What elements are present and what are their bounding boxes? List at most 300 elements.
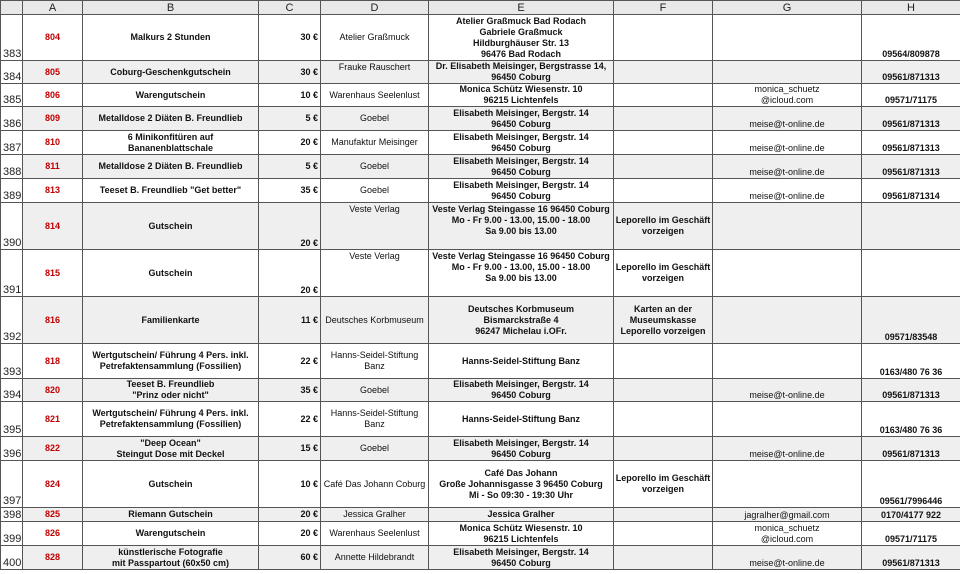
cell-email-text: monica_schuetz @icloud.com — [754, 84, 820, 105]
cell-donor[interactable] — [321, 379, 429, 402]
cell-price[interactable] — [259, 297, 321, 344]
cell-id[interactable] — [23, 402, 83, 437]
cell-address-text: Elisabeth Meisinger, Bergstr. 14 96450 Coburg — [453, 547, 589, 568]
cell-id-text: 818 — [44, 355, 61, 366]
cell-address[interactable] — [429, 437, 614, 461]
cell-address-text: Elisabeth Meisinger, Bergstr. 14 96450 Coburg — [453, 438, 589, 459]
row-number-text: 388 — [3, 166, 22, 178]
cell-address[interactable] — [429, 379, 614, 402]
cell-price[interactable] — [259, 203, 321, 250]
cell-phone-text: 0163/480 76 36 — [879, 425, 943, 435]
cell-email[interactable] — [713, 402, 862, 437]
cell-price[interactable] — [259, 131, 321, 155]
cell-address[interactable] — [429, 15, 614, 61]
cell-id[interactable] — [23, 508, 83, 522]
cell-donor-text: Goebel — [359, 161, 390, 171]
table-row — [1, 84, 960, 107]
cell-phone[interactable] — [862, 437, 960, 461]
row-number[interactable] — [1, 107, 23, 131]
cell-phone[interactable] — [862, 84, 960, 107]
cell-id[interactable] — [23, 203, 83, 250]
cell-note[interactable] — [614, 15, 713, 61]
table-row — [1, 344, 960, 379]
cell-item[interactable] — [83, 508, 259, 522]
cell-note[interactable] — [614, 179, 713, 203]
cell-address[interactable] — [429, 131, 614, 155]
cell-phone-text: 09561/871313 — [882, 72, 940, 82]
cell-item[interactable] — [83, 379, 259, 402]
cell-phone[interactable] — [862, 179, 960, 203]
cell-item-text: "Deep Ocean" Steingut Dose mit Deckel — [116, 437, 225, 459]
row-number[interactable] — [1, 437, 23, 461]
cell-address-text: Elisabeth Meisinger, Bergstr. 14 96450 Coburg — [453, 156, 589, 177]
cell-donor-text: Goebel — [359, 384, 390, 395]
cell-donor[interactable] — [321, 461, 429, 508]
cell-id-text: 824 — [44, 478, 61, 489]
cell-note-text: Karten an der Museumskasse Leporello vorzeigen — [620, 303, 706, 336]
cell-email[interactable] — [713, 437, 862, 461]
cell-item[interactable] — [83, 461, 259, 508]
row-number[interactable] — [1, 203, 23, 250]
table-row — [1, 131, 960, 155]
column-header-h[interactable]: H — [862, 1, 960, 15]
cell-price[interactable] — [259, 379, 321, 402]
cell-address-text: Hanns-Seidel-Stiftung Banz — [461, 413, 580, 424]
cell-id[interactable] — [23, 250, 83, 297]
cell-donor-text: Manufaktur Meisinger — [331, 137, 418, 147]
cell-donor[interactable] — [321, 179, 429, 203]
cell-email[interactable] — [713, 250, 862, 297]
cell-price[interactable] — [259, 107, 321, 131]
column-header-b[interactable]: B — [83, 1, 259, 15]
cell-id[interactable] — [23, 297, 83, 344]
cell-id[interactable] — [23, 15, 83, 61]
cell-price[interactable] — [259, 522, 321, 546]
row-number-text: 395 — [3, 424, 22, 436]
cell-address[interactable] — [429, 508, 614, 522]
cell-item-text: künstlerische Fotografie mit Passpartout (60x50 cm) — [111, 546, 230, 568]
cell-price[interactable] — [259, 155, 321, 179]
cell-item[interactable] — [83, 344, 259, 379]
cell-address-text: Atelier Graßmuck Bad Rodach Gabriele Graßmuck Hildburghäuser Str. 13 96476 Bad Rodach — [455, 15, 587, 59]
cell-note[interactable] — [614, 379, 713, 402]
cell-phone[interactable] — [862, 131, 960, 155]
cell-item[interactable] — [83, 84, 259, 107]
column-header-d[interactable]: D — [321, 1, 429, 15]
cell-item[interactable] — [83, 203, 259, 250]
cell-email[interactable] — [713, 61, 862, 84]
cell-item[interactable] — [83, 297, 259, 344]
row-number[interactable] — [1, 179, 23, 203]
cell-phone[interactable] — [862, 379, 960, 402]
cell-price-text: 10 € — [300, 478, 318, 489]
cell-phone-text: 09561/871313 — [882, 558, 940, 568]
cell-email[interactable] — [713, 461, 862, 508]
cell-id-text: 810 — [44, 137, 61, 147]
cell-donor-text: Goebel — [359, 185, 390, 195]
cell-price-text: 11 € — [300, 314, 318, 325]
row-number[interactable] — [1, 522, 23, 546]
cell-phone[interactable] — [862, 107, 960, 131]
table-row — [1, 297, 960, 344]
cell-note-text: Leporello im Geschäft vorzeigen — [615, 473, 711, 494]
cell-phone-text: 09564/809878 — [882, 49, 940, 59]
cell-price[interactable] — [259, 344, 321, 379]
cell-address-text: Monica Schütz Wiesenstr. 10 96215 Lichtenfels — [459, 523, 583, 544]
row-number-text: 392 — [3, 331, 22, 343]
cell-email[interactable] — [713, 84, 862, 107]
cell-price-text: 20 € — [300, 509, 318, 519]
cell-price-text: 5 € — [305, 113, 318, 123]
cell-address[interactable] — [429, 107, 614, 131]
cell-address-text: Veste Verlag Steingasse 16 96450 Coburg Mo - Fr 9.00 - 13.00, 15.00 - 18.00 Sa 9.00 bis 13.00 — [432, 204, 610, 236]
cell-note[interactable] — [614, 84, 713, 107]
column-header-c[interactable]: C — [259, 1, 321, 15]
cell-phone-text: 09571/83548 — [884, 332, 938, 342]
cell-email-text: meise@t-online.de — [749, 191, 825, 201]
cell-note[interactable] — [614, 203, 713, 250]
cell-id-text: 805 — [44, 66, 61, 77]
cell-id-text: 815 — [44, 267, 61, 278]
cell-address[interactable] — [429, 546, 614, 570]
cell-item-text: Gutschein — [148, 267, 193, 278]
table-row — [1, 437, 960, 461]
cell-phone[interactable] — [862, 155, 960, 179]
row-number-text: 384 — [3, 71, 22, 83]
cell-phone-text: 0170/4177 922 — [880, 510, 942, 520]
column-header-g[interactable]: G — [713, 1, 862, 15]
cell-id[interactable] — [23, 344, 83, 379]
table-row — [1, 522, 960, 546]
column-header-a[interactable]: A — [23, 1, 83, 15]
cell-item-text: Warengutschein — [135, 528, 206, 538]
cell-price[interactable] — [259, 179, 321, 203]
cell-price-text: 10 € — [300, 89, 318, 100]
cell-email[interactable] — [713, 15, 862, 61]
cell-address[interactable] — [429, 250, 614, 297]
cell-id[interactable] — [23, 179, 83, 203]
cell-id[interactable] — [23, 131, 83, 155]
cell-phone[interactable] — [862, 546, 960, 570]
cell-price-text: 20 € — [300, 285, 318, 295]
cell-note[interactable] — [614, 250, 713, 297]
cell-email-text: meise@t-online.de — [749, 143, 825, 153]
cell-email-text: meise@t-online.de — [749, 167, 825, 177]
table-row — [1, 61, 960, 84]
cell-price-text: 30 € — [300, 66, 318, 77]
cell-donor[interactable] — [321, 508, 429, 522]
cell-email-text: meise@t-online.de — [749, 449, 825, 459]
row-number-text: 383 — [3, 48, 22, 60]
cell-donor[interactable] — [321, 131, 429, 155]
cell-id-text: 806 — [44, 89, 61, 100]
row-number[interactable] — [1, 297, 23, 344]
cell-donor[interactable] — [321, 107, 429, 131]
cell-email[interactable] — [713, 344, 862, 379]
cell-email-text: jagralher@gmail.com — [744, 510, 830, 520]
cell-price-text: 15 € — [300, 443, 318, 453]
cell-address-text: Monica Schütz Wiesenstr. 10 96215 Lichtenfels — [459, 84, 583, 105]
row-number[interactable] — [1, 344, 23, 379]
cell-address-text: Elisabeth Meisinger, Bergstr. 14 96450 Coburg — [453, 180, 589, 201]
cell-id[interactable] — [23, 84, 83, 107]
cell-email[interactable] — [713, 508, 862, 522]
row-number-text: 397 — [3, 495, 22, 507]
cell-email[interactable] — [713, 155, 862, 179]
row-number[interactable] — [1, 84, 23, 107]
row-number-text: 387 — [3, 142, 22, 154]
row-number-text: 389 — [3, 190, 22, 202]
cell-item[interactable] — [83, 437, 259, 461]
cell-address[interactable] — [429, 461, 614, 508]
cell-item-text: Wertgutschein/ Führung 4 Pers. inkl. Petrefaktensammlung (Fossilien) — [92, 408, 249, 429]
table-row — [1, 179, 960, 203]
row-number-text: 390 — [3, 237, 22, 249]
table-row — [1, 15, 960, 61]
cell-donor[interactable] — [321, 84, 429, 107]
cell-address[interactable] — [429, 297, 614, 344]
cell-donor[interactable] — [321, 522, 429, 546]
cell-price[interactable] — [259, 437, 321, 461]
cell-id[interactable] — [23, 461, 83, 508]
cell-item[interactable] — [83, 107, 259, 131]
cell-id[interactable] — [23, 522, 83, 546]
cell-note[interactable] — [614, 131, 713, 155]
cell-address[interactable] — [429, 179, 614, 203]
cell-id-text: 822 — [44, 443, 61, 453]
table-row — [1, 203, 960, 250]
row-number-text: 399 — [3, 533, 22, 545]
cell-phone[interactable] — [862, 250, 960, 297]
cell-address-text: Hanns-Seidel-Stiftung Banz — [461, 355, 580, 366]
row-number[interactable] — [1, 61, 23, 84]
cell-address-text: Elisabeth Meisinger, Bergstr. 14 96450 Coburg — [453, 108, 589, 129]
cell-note-text: Leporello im Geschäft vorzeigen — [615, 215, 711, 236]
cell-phone[interactable] — [862, 522, 960, 546]
cell-donor-text: Warenhaus Seelenlust — [329, 89, 420, 100]
row-number[interactable] — [1, 131, 23, 155]
cell-email-text: meise@t-online.de — [749, 390, 825, 400]
cell-phone[interactable] — [862, 203, 960, 250]
cell-id-text: 804 — [44, 32, 61, 42]
cell-item[interactable] — [83, 250, 259, 297]
cell-phone-text: 09561/871313 — [882, 390, 940, 400]
cell-price-text: 5 € — [305, 161, 318, 171]
cell-price-text: 20 € — [300, 137, 318, 147]
cell-donor-text: Hanns-Seidel-Stiftung Banz — [330, 350, 419, 371]
table-row — [1, 155, 960, 179]
cell-item[interactable] — [83, 546, 259, 570]
cell-id[interactable] — [23, 107, 83, 131]
cell-note[interactable] — [614, 546, 713, 570]
cell-email[interactable] — [713, 179, 862, 203]
cell-donor[interactable] — [321, 546, 429, 570]
cell-note[interactable] — [614, 344, 713, 379]
cell-item-text: Wertgutschein/ Führung 4 Pers. inkl. Petrefaktensammlung (Fossilien) — [92, 350, 249, 371]
cell-email[interactable] — [713, 379, 862, 402]
cell-item[interactable] — [83, 155, 259, 179]
cell-phone[interactable] — [862, 15, 960, 61]
cell-price-text: 20 € — [300, 238, 318, 248]
cell-item-text: Malkurs 2 Stunden — [130, 32, 211, 42]
cell-address[interactable] — [429, 522, 614, 546]
cell-item-text: Metalldose 2 Diäten B. Freundlieb — [98, 113, 243, 123]
cell-item-text: Coburg-Geschenkgutschein — [110, 66, 231, 77]
row-number[interactable] — [1, 461, 23, 508]
cell-address[interactable] — [429, 61, 614, 84]
cell-note-text: Leporello im Geschäft vorzeigen — [615, 262, 711, 283]
cell-phone[interactable] — [862, 61, 960, 84]
row-number[interactable] — [1, 546, 23, 570]
cell-price[interactable] — [259, 402, 321, 437]
cell-note[interactable] — [614, 437, 713, 461]
cell-phone-text: 09561/7996446 — [879, 496, 943, 506]
row-number[interactable] — [1, 508, 23, 522]
cell-donor-text: Annette Hildebrandt — [334, 552, 415, 562]
sheet-body — [1, 15, 960, 570]
cell-note[interactable] — [614, 508, 713, 522]
row-number-text: 391 — [3, 284, 22, 296]
cell-item[interactable] — [83, 61, 259, 84]
row-number[interactable] — [1, 155, 23, 179]
cell-id-text: 816 — [44, 314, 61, 325]
column-header-f[interactable]: F — [614, 1, 713, 15]
cell-donor[interactable] — [321, 61, 429, 84]
cell-price-text: 35 € — [300, 185, 318, 195]
cell-id[interactable] — [23, 61, 83, 84]
cell-email-text: meise@t-online.de — [749, 119, 825, 129]
cell-id-text: 821 — [44, 413, 61, 424]
cell-email[interactable] — [713, 522, 862, 546]
table-row — [1, 107, 960, 131]
cell-address-text: Elisabeth Meisinger, Bergstr. 14 96450 Coburg — [453, 379, 589, 400]
cell-donor-text: Café Das Johann Coburg — [323, 478, 426, 489]
cell-donor-text: Veste Verlag — [349, 204, 400, 214]
cell-email[interactable] — [713, 203, 862, 250]
row-number-text: 385 — [3, 94, 22, 106]
cell-phone[interactable] — [862, 461, 960, 508]
cell-email[interactable] — [713, 107, 862, 131]
cell-email[interactable] — [713, 131, 862, 155]
row-number-text: 386 — [3, 118, 22, 130]
cell-item-text: 6 Minikonfitüren auf Bananenblattschale — [127, 131, 214, 153]
cell-price[interactable] — [259, 546, 321, 570]
cell-donor-text: Jessica Gralher — [343, 509, 406, 519]
table-row — [1, 379, 960, 402]
cell-price-text: 30 € — [300, 32, 318, 42]
cell-phone-text: 09561/871313 — [882, 119, 940, 129]
cell-price[interactable] — [259, 15, 321, 61]
table-row — [1, 402, 960, 437]
row-number[interactable] — [1, 379, 23, 402]
cell-id-text: 828 — [44, 552, 61, 562]
table-row — [1, 546, 960, 570]
cell-note[interactable] — [614, 155, 713, 179]
cell-note[interactable] — [614, 402, 713, 437]
column-header-e[interactable]: E — [429, 1, 614, 15]
cell-item[interactable] — [83, 179, 259, 203]
cell-phone-text: 09571/71175 — [884, 534, 938, 544]
cell-price[interactable] — [259, 61, 321, 84]
cell-id-text: 813 — [44, 185, 61, 195]
cell-id-text: 820 — [44, 384, 61, 395]
cell-id-text: 825 — [44, 509, 61, 519]
cell-item[interactable] — [83, 522, 259, 546]
cell-price[interactable] — [259, 84, 321, 107]
cell-item[interactable] — [83, 131, 259, 155]
cell-item-text: Metalldose 2 Diäten B. Freundlieb — [98, 161, 243, 171]
cell-phone-text: 09561/871313 — [882, 449, 940, 459]
cell-address[interactable] — [429, 155, 614, 179]
cell-phone[interactable] — [862, 508, 960, 522]
cell-phone[interactable] — [862, 344, 960, 379]
cell-email[interactable] — [713, 297, 862, 344]
cell-note[interactable] — [614, 522, 713, 546]
cell-item[interactable] — [83, 402, 259, 437]
cell-donor-text: Veste Verlag — [349, 251, 400, 261]
cell-email-text: meise@t-online.de — [749, 558, 825, 568]
cell-donor[interactable] — [321, 15, 429, 61]
cell-phone-text: 09561/871313 — [882, 167, 940, 177]
cell-phone-text: 09561/871313 — [882, 143, 940, 153]
cell-address[interactable] — [429, 402, 614, 437]
row-number[interactable] — [1, 402, 23, 437]
cell-donor-text: Atelier Graßmuck — [339, 32, 410, 42]
cell-phone[interactable] — [862, 402, 960, 437]
cell-id[interactable] — [23, 437, 83, 461]
cell-donor[interactable] — [321, 203, 429, 250]
cell-id[interactable] — [23, 155, 83, 179]
cell-donor[interactable] — [321, 297, 429, 344]
cell-email[interactable] — [713, 546, 862, 570]
cell-donor[interactable] — [321, 344, 429, 379]
cell-price[interactable] — [259, 250, 321, 297]
cell-id-text: 826 — [44, 528, 61, 538]
cell-phone[interactable] — [862, 297, 960, 344]
cell-price[interactable] — [259, 461, 321, 508]
cell-donor[interactable] — [321, 402, 429, 437]
cell-address[interactable] — [429, 203, 614, 250]
cell-price-text: 35 € — [300, 384, 318, 395]
cell-donor[interactable] — [321, 437, 429, 461]
cell-donor[interactable] — [321, 155, 429, 179]
cell-address[interactable] — [429, 84, 614, 107]
cell-note[interactable] — [614, 107, 713, 131]
cell-id[interactable] — [23, 546, 83, 570]
cell-price[interactable] — [259, 508, 321, 522]
cell-item-text: Gutschein — [148, 478, 193, 489]
cell-donor-text: Goebel — [359, 443, 390, 453]
cell-item-text: Familienkarte — [141, 314, 200, 325]
cell-item[interactable] — [83, 15, 259, 61]
cell-donor-text: Frauke Rauschert — [338, 62, 411, 72]
cell-note[interactable] — [614, 61, 713, 84]
cell-address-text: Jessica Gralher — [487, 509, 555, 519]
row-number-text: 394 — [3, 389, 22, 401]
row-number[interactable] — [1, 250, 23, 297]
cell-item-text: Riemann Gutschein — [128, 509, 213, 519]
cell-id[interactable] — [23, 379, 83, 402]
cell-phone-text: 0163/480 76 36 — [879, 367, 943, 377]
cell-address[interactable] — [429, 344, 614, 379]
cell-donor[interactable] — [321, 250, 429, 297]
table-row — [1, 461, 960, 508]
cell-note[interactable] — [614, 297, 713, 344]
cell-email-text: monica_schuetz @icloud.com — [754, 523, 820, 544]
cell-note[interactable] — [614, 461, 713, 508]
select-all-corner[interactable] — [1, 1, 23, 15]
row-number[interactable] — [1, 15, 23, 61]
